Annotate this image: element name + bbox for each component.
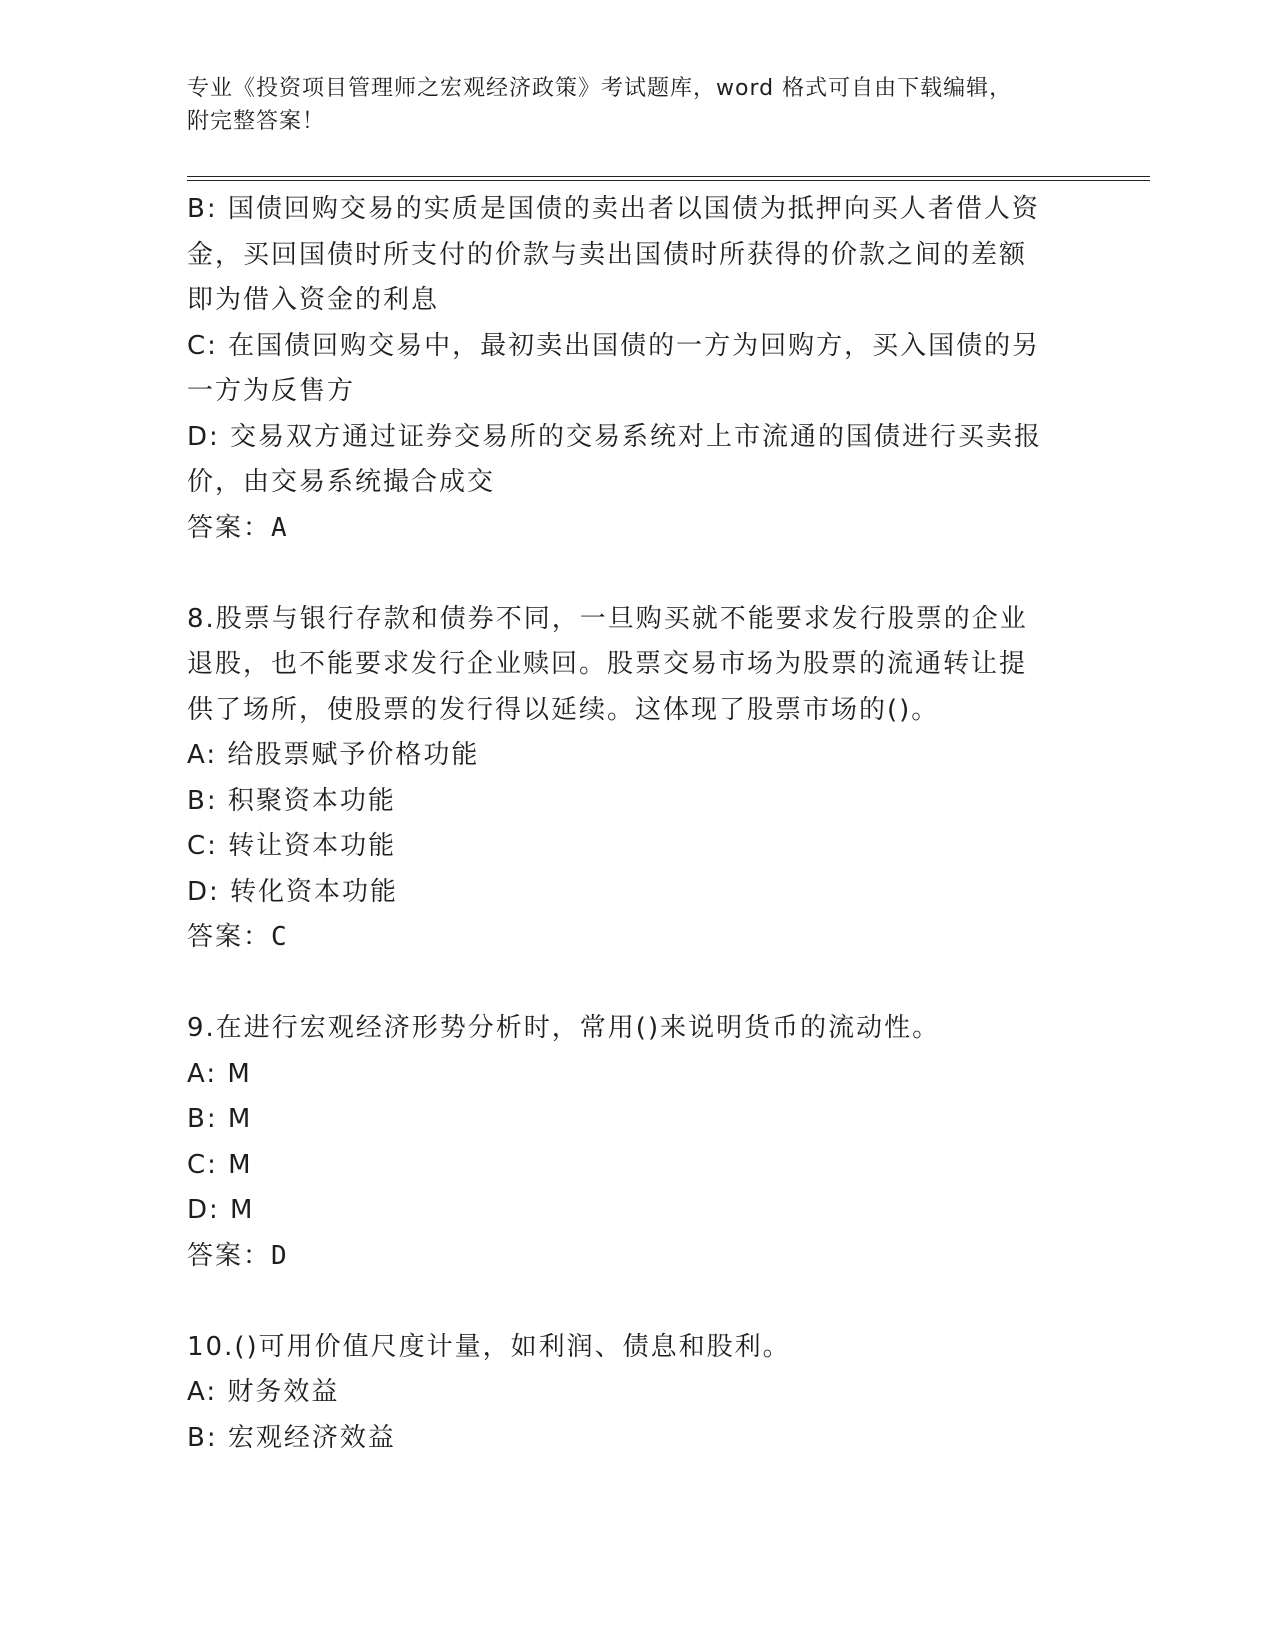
option-b: B: 宏观经济效益 — [187, 1422, 396, 1453]
question-gap — [187, 961, 1067, 1007]
question-stem-line: 退股，也不能要求发行企业赎回。股票交易市场为股票的流通转让提 — [187, 649, 1028, 679]
option-a: A: 给股票赋予价格功能 — [187, 740, 480, 770]
question-stem-line: 9.在进行宏观经济形势分析时，常用()来说明货币的流动性。 — [187, 1013, 941, 1043]
option-b-line: 金，买回国债时所支付的价款与卖出国债时所获得的价款之间的差额 — [187, 239, 1028, 270]
header-double-rule — [187, 176, 1150, 181]
option-c: C: 转让资本功能 — [187, 831, 397, 861]
answer-line — [187, 1234, 1067, 1280]
option-b: B: M — [187, 1104, 253, 1134]
question-gap — [187, 1279, 1067, 1325]
option-a: A: M — [187, 1058, 252, 1089]
document-header — [187, 72, 1067, 138]
option-b-line: 即为借入资金的利息 — [187, 285, 440, 315]
option-b-line: B: 国债回购交易的实质是国债的卖出者以国债为抵押向买人者借人资 — [187, 194, 1040, 224]
answer-label: 答案： — [187, 512, 272, 543]
answer-value: C — [271, 922, 289, 952]
option-d-line: 价，由交易系统撮合成交 — [187, 467, 496, 497]
option-d: D: 转化资本功能 — [187, 876, 399, 907]
question-9 — [187, 1006, 1067, 1279]
option-c: C: M — [187, 1149, 253, 1180]
option-c-line: 一方为反售方 — [187, 376, 356, 406]
answer-value: D — [271, 1240, 289, 1271]
question-gap — [187, 551, 1067, 597]
header-line-1: 专业《投资项目管理师之宏观经济政策》考试题库，word 格式可自由下载编辑， — [187, 76, 1013, 101]
question-stem-line: 供了场所，使股票的发行得以延续。这体现了股票市场的()。 — [187, 694, 940, 725]
option-d: D: M — [187, 1195, 255, 1225]
header-line-2: 附完整答案！ — [187, 109, 326, 134]
answer-label: 答案： — [187, 1240, 272, 1271]
answer-label: 答案： — [187, 922, 272, 952]
option-a: A: 财务效益 — [187, 1377, 340, 1407]
question-10 — [187, 1325, 1067, 1462]
question-7-tail — [187, 187, 1067, 551]
answer-value: A — [271, 512, 289, 543]
answer-line — [187, 506, 1067, 552]
question-stem-line: 8.股票与银行存款和债券不同，一旦购买就不能要求发行股票的企业 — [187, 603, 1028, 634]
option-c-line: C: 在国债回购交易中，最初卖出国债的一方为回购方，买入国债的另 — [187, 330, 1041, 361]
question-8 — [187, 597, 1067, 961]
question-list — [187, 187, 1067, 1461]
answer-line — [187, 915, 1067, 961]
option-b: B: 积聚资本功能 — [187, 785, 396, 816]
option-d-line: D: 交易双方通过证券交易所的交易系统对上市流通的国债进行买卖报 — [187, 421, 1043, 452]
question-stem-line: 10.()可用价值尺度计量，如利润、债息和股利。 — [187, 1331, 791, 1362]
